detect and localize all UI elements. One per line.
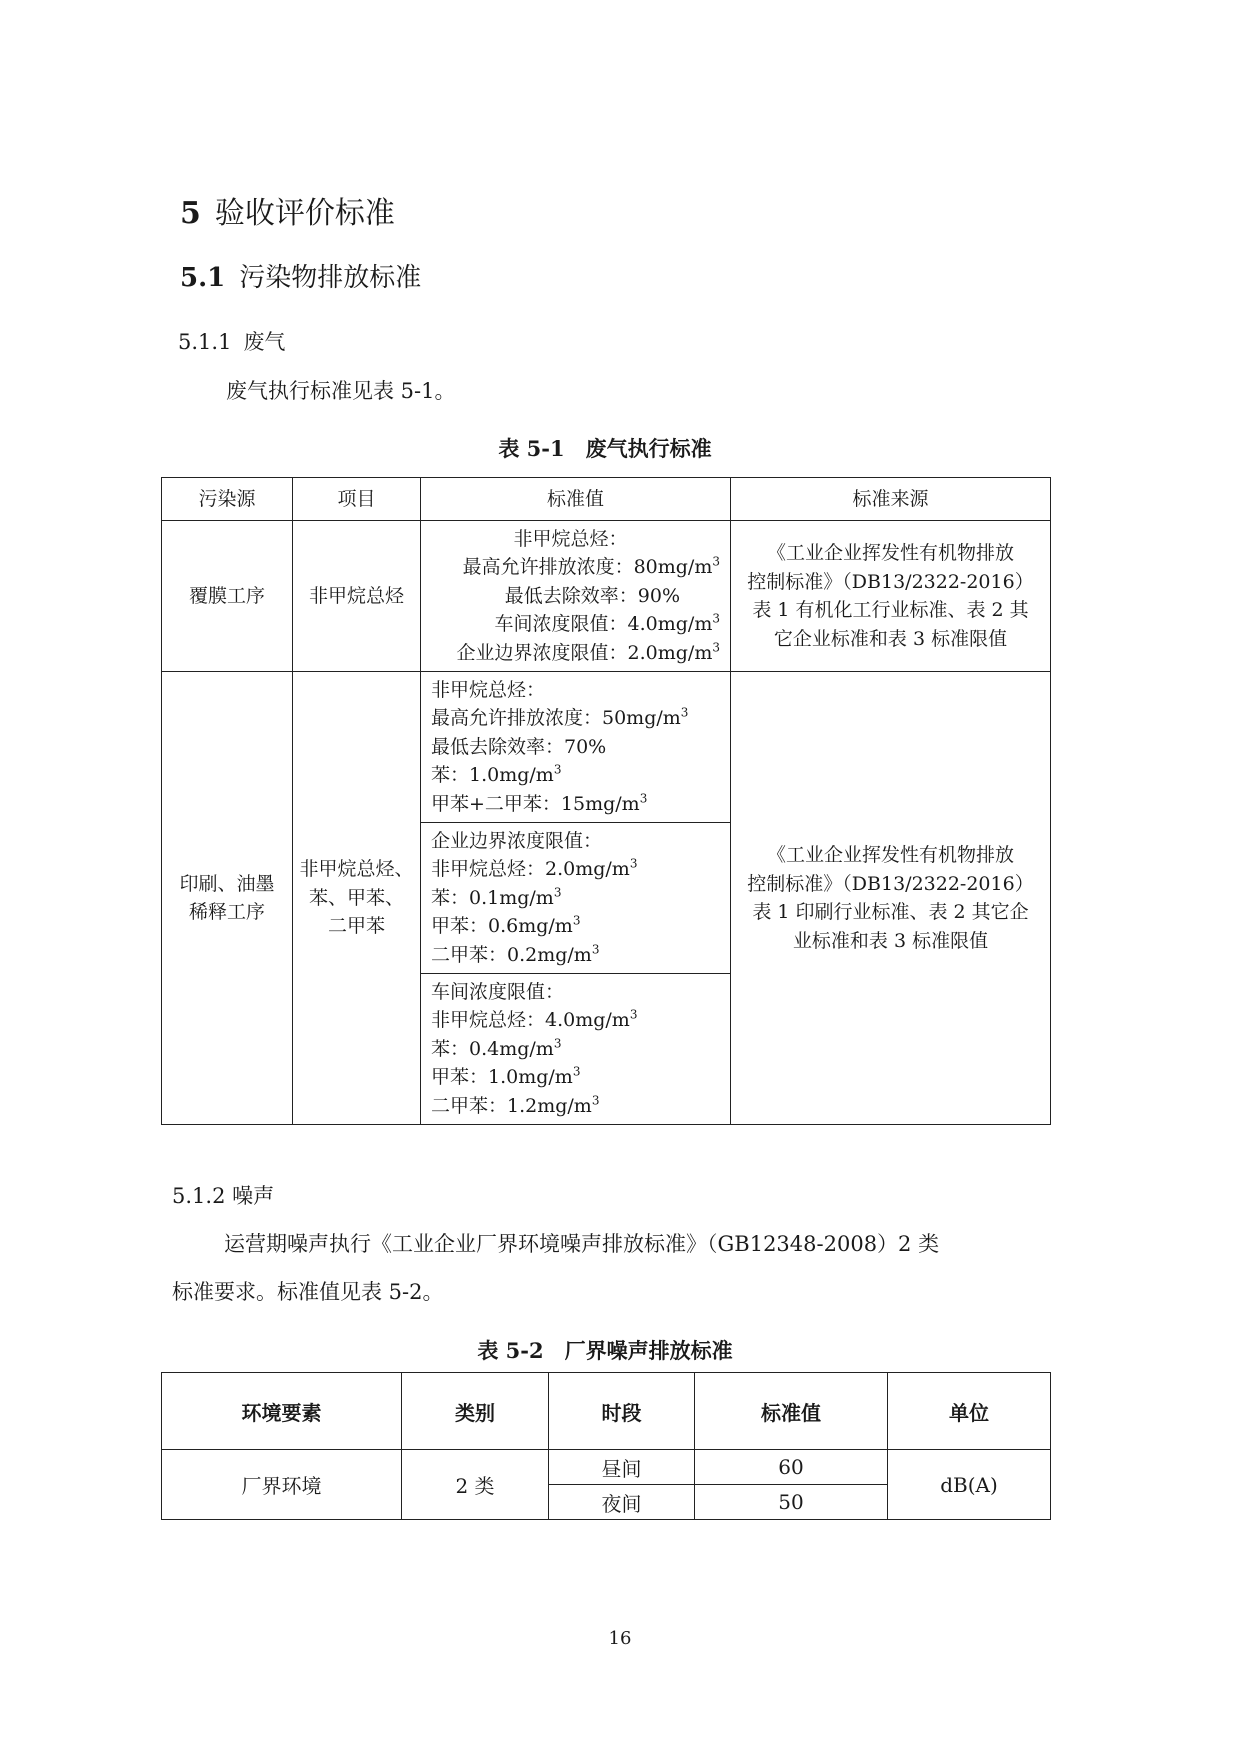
value-line: 甲苯：$1.0mg/m^3$ xyxy=(431,1064,581,1089)
table2-header-row xyxy=(162,1373,1051,1450)
table1-row-printing-1 xyxy=(162,672,1051,823)
environment-element-cell: 厂界环境 xyxy=(162,1450,402,1520)
section-number: 5 xyxy=(180,196,201,231)
source-line: 控制标准》（DB13/2322-2016） xyxy=(747,872,1034,895)
value-line: 非甲烷总烃：$2.0mg/m^3$ xyxy=(431,856,638,881)
value-line: 甲苯：$0.6mg/m^3$ xyxy=(431,913,581,938)
noise-paragraph-line1: 运营期噪声执行《工业企业厂界环境噪声排放标准》（GB12348-2008）2 类 xyxy=(224,1232,940,1256)
subsubsection-number: 5.1.1 xyxy=(178,330,232,354)
pollution-source-cell: 印刷、油墨 稀释工序 xyxy=(162,672,293,1125)
subsection-heading-5-1 xyxy=(180,257,421,294)
waste-gas-standard-table xyxy=(161,477,1051,1125)
subsubsection-heading-5-1-2: 5.1.2 噪声 xyxy=(172,1184,275,1208)
value-line: 最低去除效率：90% xyxy=(504,584,680,607)
period-cell: 昼间 xyxy=(549,1450,695,1485)
value-line: 非甲烷总烃： xyxy=(431,678,546,701)
table2-header-cell: 时段 xyxy=(549,1373,695,1450)
workshop-limit-cell xyxy=(421,974,731,1125)
table1-caption: 表 5-1 废气执行标准 xyxy=(498,436,712,461)
noise-paragraph-line2: 标准要求。标准值见表 5-2。 xyxy=(172,1280,444,1304)
value-line: 非甲烷总烃： xyxy=(513,527,628,550)
value-line: 企业边界浓度限值： xyxy=(431,829,603,852)
table1-header-cell: 项目 xyxy=(293,478,421,521)
standard-value-cell: 60 xyxy=(695,1450,888,1485)
period-cell: 夜间 xyxy=(549,1485,695,1520)
category-cell: 2 类 xyxy=(402,1450,549,1520)
intro-paragraph: 废气执行标准见表 5-1。 xyxy=(226,379,456,403)
unit-cell: dB(A) xyxy=(888,1450,1051,1520)
subsubsection-title: 废气 xyxy=(243,330,286,354)
table2-caption: 表 5-2 厂界噪声排放标准 xyxy=(477,1338,733,1363)
standard-source-cell xyxy=(731,672,1051,1125)
value-line: 非甲烷总烃：$4.0mg/m^3$ xyxy=(431,1007,638,1032)
table2-row-day xyxy=(162,1450,1051,1485)
source-line: 业标准和表 3 标准限值 xyxy=(792,929,989,952)
value-line: 最高允许排放浓度：$50mg/m^3$ xyxy=(431,705,689,730)
subsubsection-heading-5-1-1 xyxy=(178,326,285,356)
table1-header-cell: 标准来源 xyxy=(731,478,1051,521)
boundary-limit-cell xyxy=(421,823,731,974)
table2-header-cell: 类别 xyxy=(402,1373,549,1450)
standard-value-cell: 50 xyxy=(695,1485,888,1520)
source-line: 《工业企业挥发性有机物排放 xyxy=(766,542,1014,564)
value-line: 企业边界浓度限值：$2.0mg/m^3$ xyxy=(456,640,720,664)
table1-header-cell: 污染源 xyxy=(162,478,293,521)
standard-source-cell xyxy=(731,521,1051,672)
section-heading-5 xyxy=(180,188,395,232)
source-line: 表 1 印刷行业标准、表 2 其它企 xyxy=(752,901,1029,923)
emission-limit-cell xyxy=(421,672,731,823)
value-line: 车间浓度限值： xyxy=(431,980,565,1003)
subsection-title: 污染物排放标准 xyxy=(239,263,422,293)
source-line: 表 1 有机化工行业标准、表 2 其 xyxy=(752,599,1029,621)
value-line: 二甲苯：$0.2mg/m^3$ xyxy=(431,942,600,966)
value-line: 苯：$0.4mg/m^3$ xyxy=(431,1036,562,1060)
value-line: 二甲苯：$1.2mg/m^3$ xyxy=(431,1093,600,1117)
value-line: 苯：$0.1mg/m^3$ xyxy=(431,885,562,909)
value-line: 最低去除效率：70% xyxy=(431,735,607,758)
table2-header-cell: 标准值 xyxy=(695,1373,888,1450)
value-line: 甲苯+二甲苯：$15mg/m^3$ xyxy=(431,791,648,815)
table1-header-row xyxy=(162,478,1051,521)
table1-header-cell: 标准值 xyxy=(421,478,731,521)
source-line: 控制标准》（DB13/2322-2016） xyxy=(747,570,1034,593)
table2-header-cell: 单位 xyxy=(888,1373,1051,1450)
value-line: 苯：$1.0mg/m^3$ xyxy=(431,762,562,787)
table2-header-cell: 环境要素 xyxy=(162,1373,402,1450)
standard-value-cell xyxy=(421,521,731,672)
value-line: 车间浓度限值：$4.0mg/m^3$ xyxy=(494,611,720,636)
table1-row-lamination xyxy=(162,521,1051,672)
item-cell: 非甲烷总烃、 苯、甲苯、 二甲苯 xyxy=(293,672,421,1125)
section-title: 验收评价标准 xyxy=(214,196,395,231)
pollution-source-cell: 覆膜工序 xyxy=(162,521,293,672)
noise-standard-table xyxy=(161,1372,1051,1520)
source-line: 它企业标准和表 3 标准限值 xyxy=(773,627,1008,650)
page-number: 16 xyxy=(608,1628,632,1649)
item-cell: 非甲烷总烃 xyxy=(293,521,421,672)
subsection-number: 5.1 xyxy=(180,263,226,293)
value-line: 最高允许排放浓度：$80mg/m^3$ xyxy=(462,554,720,579)
source-line: 《工业企业挥发性有机物排放 xyxy=(766,844,1014,866)
